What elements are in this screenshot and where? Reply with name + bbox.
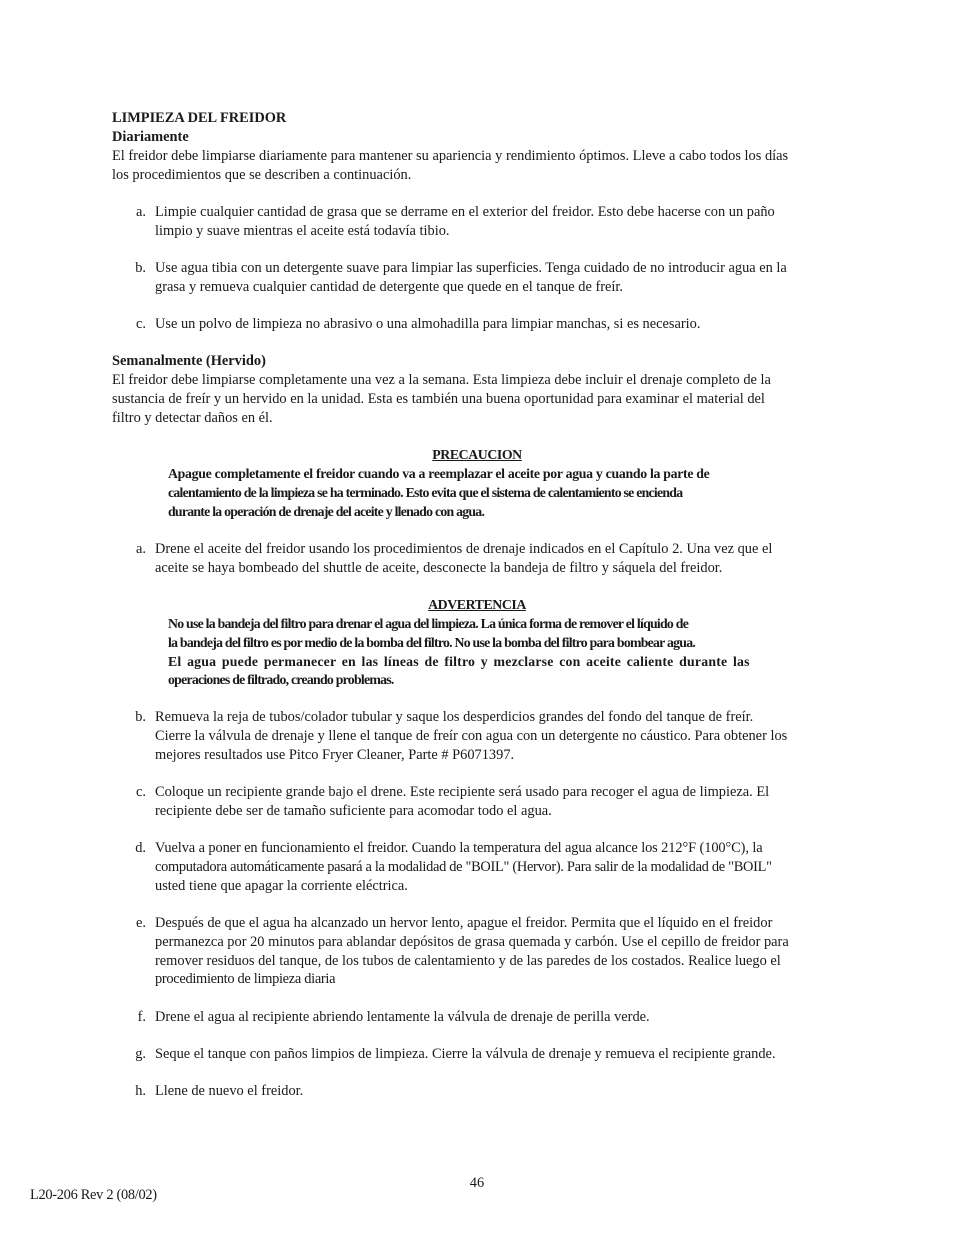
caution-text [168, 465, 786, 521]
warning-line: El agua puede permanecer en las líneas de filtro y mezclarse con aceite caliente durante las [168, 653, 750, 669]
weekly-intro-line: sustancia de freír y un hervido en la unidad. Esta es también una buena oportunidad para examinar el material del [112, 390, 765, 407]
weekly-intro-line: filtro y detectar daños en él. [112, 409, 273, 426]
step-line: Después de que el agua ha alcanzado un hervor lento, apague el freidor. Permita que el líquido en el freidor [155, 915, 773, 931]
step-line: Vuelva a poner en funcionamiento el freidor. Cuando la temperatura del agua alcance los 212°F (100°C), la [155, 840, 763, 856]
step-line: mejores resultados use Pitco Fryer Cleaner, Parte # P6071397. [155, 746, 515, 763]
step-marker: c. [136, 784, 146, 800]
step-marker: b. [135, 260, 146, 276]
warning-text [168, 615, 786, 690]
weekly-intro-line: El freidor debe limpiarse completamente una vez a la semana. Esta limpieza debe incluir el drenaje completo de la [112, 372, 771, 388]
step-marker: f. [137, 1009, 146, 1025]
step-marker: d. [135, 840, 146, 856]
step-line: recipiente debe ser de tamaño suficiente para acomodar todo el agua. [155, 802, 552, 819]
step-line: Seque el tanque con paños limpios de limpieza. Cierre la válvula de drenaje y remueva el recipiente grande. [155, 1046, 776, 1062]
warning-line: No use la bandeja del filtro para drenar el agua del limpieza. La única forma de remover el líquido de [168, 616, 689, 631]
step-line: permanezca por 20 minutos para ablandar depósitos de grasa quemada y carbón. Use el cepillo de freidor para [155, 933, 789, 950]
step-line: grasa y remueva cualquier cantidad de detergente que quede en el tanque de freír. [155, 278, 624, 295]
step-line: Drene el aceite del freidor usando los procedimientos de drenaje indicados en el Capítulo 2. Una vez que el [155, 541, 773, 557]
step-marker: a. [136, 541, 146, 557]
step-marker: b. [135, 709, 146, 725]
step-line: usted tiene que apagar la corriente eléctrica. [155, 877, 408, 894]
document-title: LIMPIEZA DEL FREIDOR [112, 110, 287, 126]
step-line: Cierre la válvula de drenaje y llene el tanque de freír con agua con un detergente no cáustico. Para obtener los [155, 727, 788, 744]
step-marker: e. [136, 915, 146, 931]
caution-title: PRECAUCION [432, 447, 522, 462]
step-marker: h. [135, 1083, 146, 1099]
step-line: procedimiento de limpieza diaria [155, 971, 336, 988]
step-line: Coloque un recipiente grande bajo el drene. Este recipiente será usado para recoger el agua de limpieza. El [155, 784, 770, 800]
daily-heading: Diariamente [112, 129, 189, 145]
warning-line: operaciones de filtrado, creando problemas. [168, 672, 394, 688]
step-line: Use un polvo de limpieza no abrasivo o una almohadilla para limpiar manchas, si es necesario. [155, 316, 701, 332]
daily-intro [112, 147, 842, 185]
warning-title: ADVERTENCIA [428, 597, 526, 612]
step-line: Remueva la reja de tubos/colador tubular y saque los desperdicios grandes del fondo del tanque de freír. [155, 709, 754, 725]
caution-line: Apague completamente el freidor cuando va a reemplazar el aceite por agua y cuando la parte de [168, 466, 710, 481]
step-line: aceite se haya bombeado del shuttle de aceite, desconecte la bandeja de filtro y sáquela del freidor. [155, 559, 723, 576]
caution-line: durante la operación de drenaje del aceite y llenado con agua. [168, 503, 485, 519]
step-marker: a. [136, 204, 146, 220]
step-line: remover residuos del tanque, de los tubos de calentamiento y de las paredes de los costados. Realice luego el [155, 952, 781, 969]
weekly-heading: Semanalmente (Hervido) [112, 353, 266, 369]
weekly-intro [112, 371, 842, 427]
daily-intro-line: El freidor debe limpiarse diariamente para mantener su apariencia y rendimiento óptimos. Lleve a cabo todos los días [112, 148, 789, 164]
step-line: Limpie cualquier cantidad de grasa que se derrame en el exterior del freidor. Esto debe hacerse con un paño [155, 204, 775, 220]
step-marker: g. [135, 1046, 146, 1062]
caution-line: calentamiento de la limpieza se ha terminado. Esto evita que el sistema de calentamiento se encienda [168, 484, 683, 500]
step-line: Use agua tibia con un detergente suave para limpiar las superficies. Tenga cuidado de no introducir agua en la [155, 260, 787, 276]
step-line: limpio y suave mientras el aceite está todavía tibio. [155, 222, 450, 239]
step-marker: c. [136, 316, 146, 332]
daily-intro-line: los procedimientos que se describen a continuación. [112, 166, 412, 183]
step-line: computadora automáticamente pasará a la modalidad de "BOIL" (Hervor). Para salir de la modalidad de "BOIL" [155, 858, 772, 875]
document-code: L20-206 Rev 2 (08/02) [30, 1187, 157, 1203]
step-line: Drene el agua al recipiente abriendo lentamente la válvula de drenaje de perilla verde. [155, 1009, 650, 1025]
page-number: 46 [469, 1175, 485, 1191]
warning-line: la bandeja del filtro es por medio de la bomba del filtro. No use la bomba del filtro para bombear agua. [168, 634, 696, 650]
step-line: Llene de nuevo el freidor. [155, 1083, 304, 1099]
